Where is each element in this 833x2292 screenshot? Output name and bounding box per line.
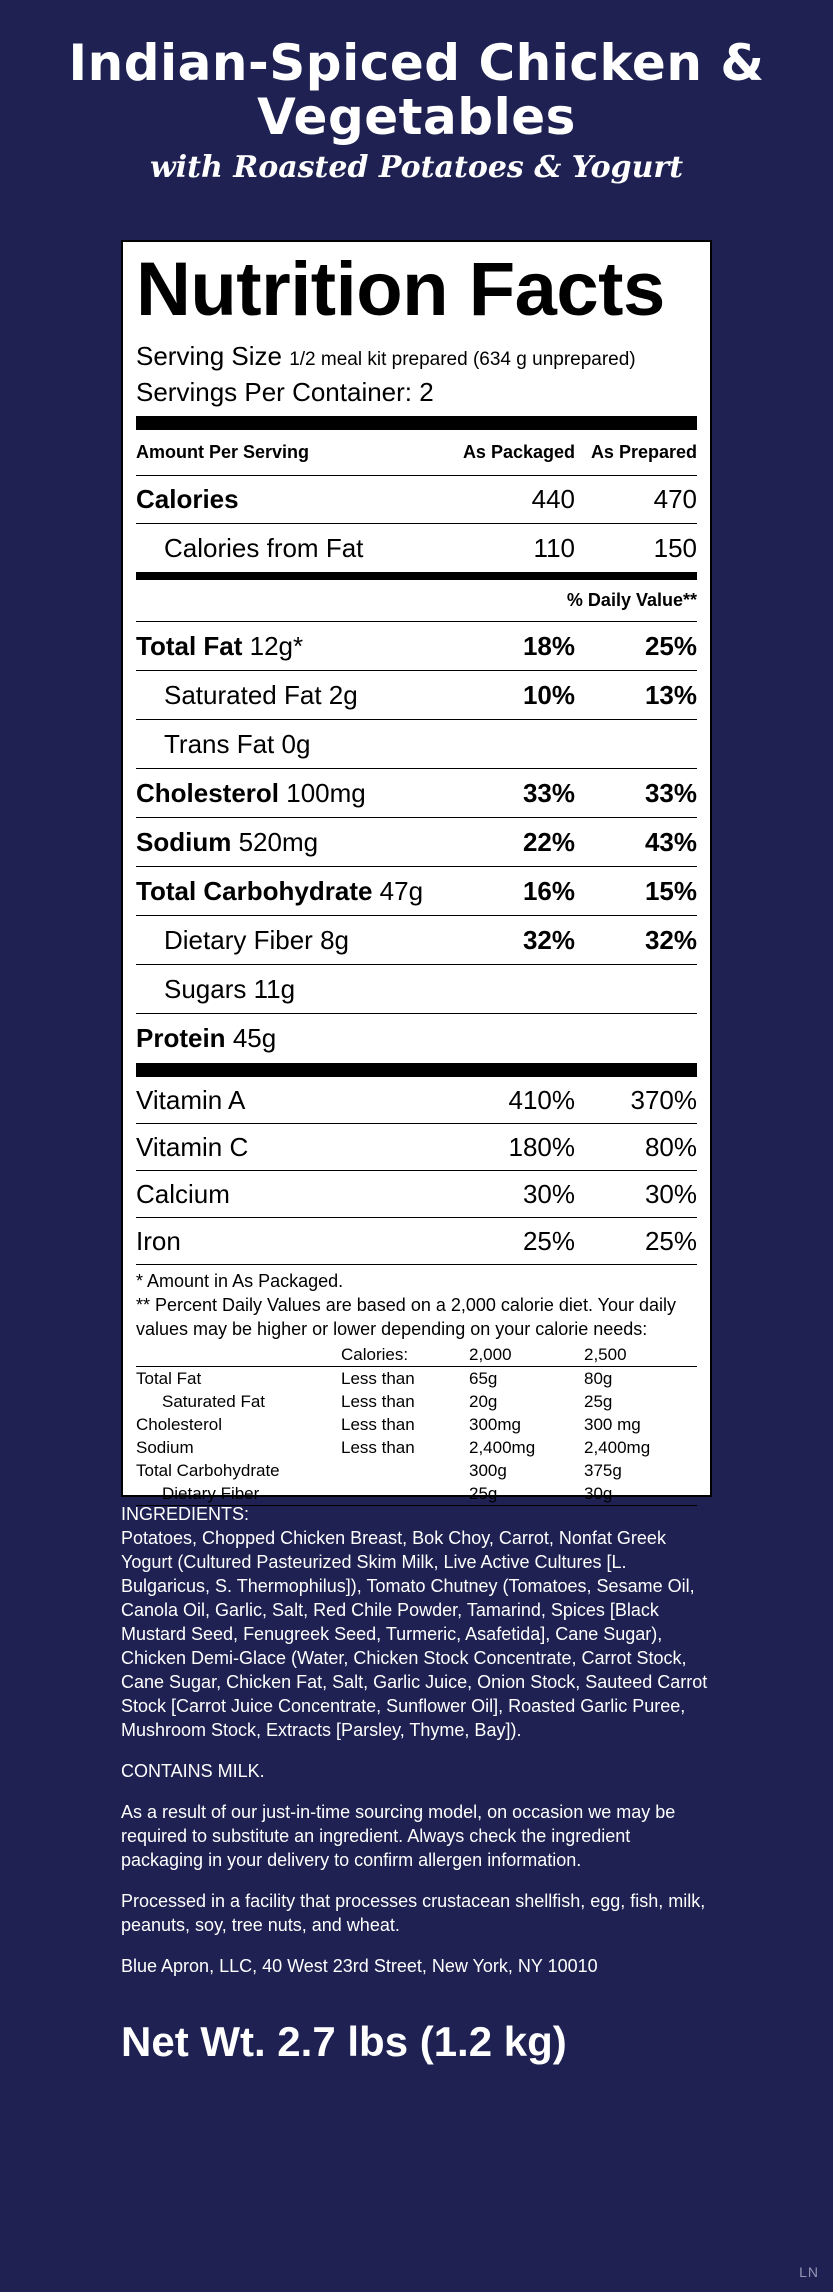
nutrient-row-total-fat — [136, 622, 697, 671]
nutrient-name: Saturated Fat — [164, 679, 322, 710]
nutrient-prepared-dv: 15% — [644, 875, 697, 906]
nutrient-name: Trans Fat — [164, 728, 275, 759]
nutrient-amount: 520mg — [238, 826, 319, 857]
dv-cell: Cholesterol — [136, 1415, 222, 1434]
dv-cell: 300mg — [469, 1415, 521, 1434]
dv-cell: 375g — [584, 1461, 622, 1480]
nutrient-row-trans-fat — [136, 720, 697, 769]
serving-size — [136, 340, 697, 376]
dv-header-cell: Calories: — [341, 1345, 409, 1364]
servings-per-container: Servings Per Container: 2 — [136, 377, 434, 407]
vitamin-name: Iron — [136, 1225, 181, 1256]
facility-notice: Processed in a facility that processes crustacean shellfish, egg, fish, milk, peanuts, soy, tree nuts, and wheat. — [121, 1891, 706, 1935]
amount-per-serving-header: Amount Per Serving — [136, 442, 310, 462]
header — [0, 36, 833, 188]
calories-prepared: 470 — [653, 484, 697, 514]
net-weight: Net Wt. 2.7 lbs (1.2 kg) — [121, 2018, 567, 2065]
product-info — [121, 1502, 716, 1995]
nutrient-packaged-dv: 18% — [522, 630, 575, 661]
calories-packaged: 440 — [531, 484, 575, 514]
dv-cell: 2,400mg — [469, 1438, 536, 1457]
calories-row — [136, 476, 697, 524]
dv-cell: Dietary Fiber — [162, 1484, 260, 1503]
dv-cell: Saturated Fat — [162, 1392, 266, 1411]
vitamin-prepared: 30% — [644, 1178, 697, 1209]
daily-value-header-row — [136, 580, 697, 622]
dv-cell: 300 mg — [584, 1415, 641, 1434]
dv-cell: Less than — [341, 1438, 415, 1457]
dv-cell: Sodium — [136, 1438, 194, 1457]
calories-from-fat-row — [136, 524, 697, 572]
allergen-statement: CONTAINS MILK. — [121, 1761, 265, 1781]
calories-from-fat-packaged: 110 — [533, 532, 575, 563]
vitamin-row-c — [136, 1124, 697, 1171]
nutrient-row-sodium — [136, 818, 697, 867]
dv-cell: 30g — [584, 1484, 613, 1503]
dv-cell: 25g — [469, 1484, 498, 1503]
calories-from-fat-prepared: 150 — [653, 532, 697, 563]
recipe-title: Indian-Spiced Chicken & Vegetables — [68, 34, 765, 146]
dv-cell: Less than — [341, 1415, 415, 1434]
nutrient-row-saturated-fat — [136, 671, 697, 720]
nutrient-row-sugars — [136, 965, 697, 1014]
dv-cell: 65g — [469, 1369, 498, 1388]
nutrient-row-total-carbohydrate — [136, 867, 697, 916]
serving-size-value: 1/2 meal kit prepared (634 g unprepared) — [289, 349, 636, 370]
nutrient-prepared-dv: 25% — [644, 630, 697, 661]
calories-from-fat-label: Calories from Fat — [164, 532, 364, 563]
nutrient-row-protein — [136, 1014, 697, 1063]
dv-header-cell: 2,000 — [469, 1345, 512, 1364]
nutrient-name: Cholesterol — [136, 777, 280, 808]
dv-table-row — [136, 1390, 697, 1413]
vitamin-packaged: 25% — [522, 1225, 575, 1256]
vitamin-row-iron — [136, 1218, 697, 1265]
vitamin-name: Vitamin A — [136, 1084, 246, 1115]
footnote-daily-values: ** Percent Daily Values are based on a 2,000 calorie diet. Your daily values may be higher or lower depending on your calorie needs: — [136, 1295, 677, 1339]
nutrient-amount: 47g — [379, 875, 424, 906]
vitamin-row-a — [136, 1077, 697, 1124]
dv-table-header — [136, 1343, 697, 1367]
as-prepared-header: As Prepared — [590, 442, 697, 462]
dv-table-row — [136, 1436, 697, 1459]
thick-divider — [136, 416, 697, 430]
dv-cell: Total Carbohydrate — [136, 1461, 280, 1480]
daily-value-header: % Daily Value** — [566, 590, 697, 610]
footnotes — [136, 1265, 697, 1341]
vitamin-prepared: 25% — [644, 1225, 697, 1256]
dv-cell: 300g — [469, 1461, 507, 1480]
nutrient-amount: 8g — [320, 924, 349, 955]
daily-value-table — [136, 1343, 697, 1506]
nutrient-packaged-dv: 16% — [522, 875, 575, 906]
dv-cell: Less than — [341, 1392, 415, 1411]
nutrient-name: Total Fat — [136, 630, 243, 661]
nutrient-prepared-dv: 43% — [644, 826, 697, 857]
vitamin-packaged: 30% — [522, 1178, 575, 1209]
nutrient-name: Protein — [136, 1023, 226, 1053]
nutrient-packaged-dv: 10% — [522, 679, 575, 710]
nutrient-amount: 45g — [232, 1023, 277, 1053]
nutrient-name: Sodium — [136, 826, 232, 857]
nutrient-packaged-dv: 32% — [522, 924, 575, 955]
nutrient-prepared-dv: 32% — [644, 924, 697, 955]
corner-mark: LN — [799, 2264, 819, 2280]
dv-table-row — [136, 1367, 697, 1391]
nutrient-amount: 11g — [253, 973, 296, 1004]
vitamin-name: Calcium — [136, 1178, 230, 1209]
dv-header-cell: 2,500 — [584, 1345, 627, 1364]
nutrient-packaged-dv: 33% — [522, 777, 575, 808]
dv-cell: 2,400mg — [584, 1438, 651, 1457]
nutrition-facts-title: Nutrition Facts — [136, 247, 665, 332]
nutrient-amount: 0g — [281, 728, 311, 759]
column-header-row — [136, 430, 697, 476]
dv-table-row — [136, 1413, 697, 1436]
dv-table-row — [136, 1459, 697, 1482]
dv-cell: Less than — [341, 1369, 415, 1388]
dv-cell: 80g — [584, 1369, 613, 1388]
calories-label: Calories — [136, 484, 239, 514]
medium-divider — [136, 572, 697, 580]
vitamin-prepared: 370% — [630, 1084, 697, 1115]
company-address: Blue Apron, LLC, 40 West 23rd Street, New York, NY 10010 — [121, 1956, 598, 1976]
nutrient-amount: 100mg — [286, 777, 366, 808]
nutrient-amount: 12g* — [249, 630, 304, 661]
dv-cell — [341, 1459, 469, 1482]
dv-header-cell — [136, 1343, 341, 1367]
nutrient-amount: 2g — [328, 679, 358, 710]
vitamin-row-calcium — [136, 1171, 697, 1218]
ingredients-heading: INGREDIENTS: — [121, 1504, 250, 1524]
ingredients-list: Potatoes, Chopped Chicken Breast, Bok Choy, Carrot, Nonfat Greek Yogurt (Cultured Pasteurized Skim Milk, Live Active Cultures [L. Bulgaricus, S. Thermophilus]), Tomato Chutney (Tomatoes, Sesame Oil, Canola Oil, Garlic, Salt, Red Chile Powder, Tamarind, Spices [Black Mustard Seed, Fenugreek Seed, Turmeric, Asafetida], Cane Sugar), Chicken Demi-Glace (Water, Chicken Stock Concentrate, Carrot Stock, Cane Sugar, Chicken Fat, Salt, Garlic Juice, Onion Stock, Sauteed Carrot Stock [Carrot Juice Concentrate, Sunflower Oil], Roasted Garlic Puree, Mushroom Stock, Extracts [Parsley, Thyme, Bay]). — [121, 1528, 708, 1740]
nutrient-prepared-dv: 13% — [644, 679, 697, 710]
nutrition-label — [121, 240, 712, 1503]
recipe-subtitle: with Roasted Potatoes & Yogurt — [149, 150, 684, 185]
vitamin-packaged: 410% — [508, 1084, 575, 1115]
nutrient-prepared-dv: 33% — [644, 777, 697, 808]
nutrient-row-cholesterol — [136, 769, 697, 818]
vitamin-name: Vitamin C — [136, 1131, 249, 1162]
nutrient-name: Dietary Fiber — [164, 924, 313, 955]
nutrient-row-dietary-fiber — [136, 916, 697, 965]
sourcing-notice: As a result of our just-in-time sourcing model, on occasion we may be required to substitute an ingredient. Always check the ingredient packaging in your delivery to confirm allergen information. — [121, 1802, 676, 1870]
nutrient-name: Sugars — [164, 973, 247, 1004]
nutrient-name: Total Carbohydrate — [136, 875, 373, 906]
footnote-packaged: * Amount in As Packaged. — [136, 1271, 344, 1291]
dv-cell: Total Fat — [136, 1369, 202, 1388]
dv-cell: 20g — [469, 1392, 498, 1411]
dv-cell: 25g — [584, 1392, 613, 1411]
thick-divider — [136, 1063, 697, 1077]
serving-size-label: Serving Size — [136, 341, 282, 371]
as-packaged-header: As Packaged — [462, 442, 575, 462]
vitamin-prepared: 80% — [644, 1131, 697, 1162]
vitamin-packaged: 180% — [508, 1131, 575, 1162]
nutrient-packaged-dv: 22% — [522, 826, 575, 857]
